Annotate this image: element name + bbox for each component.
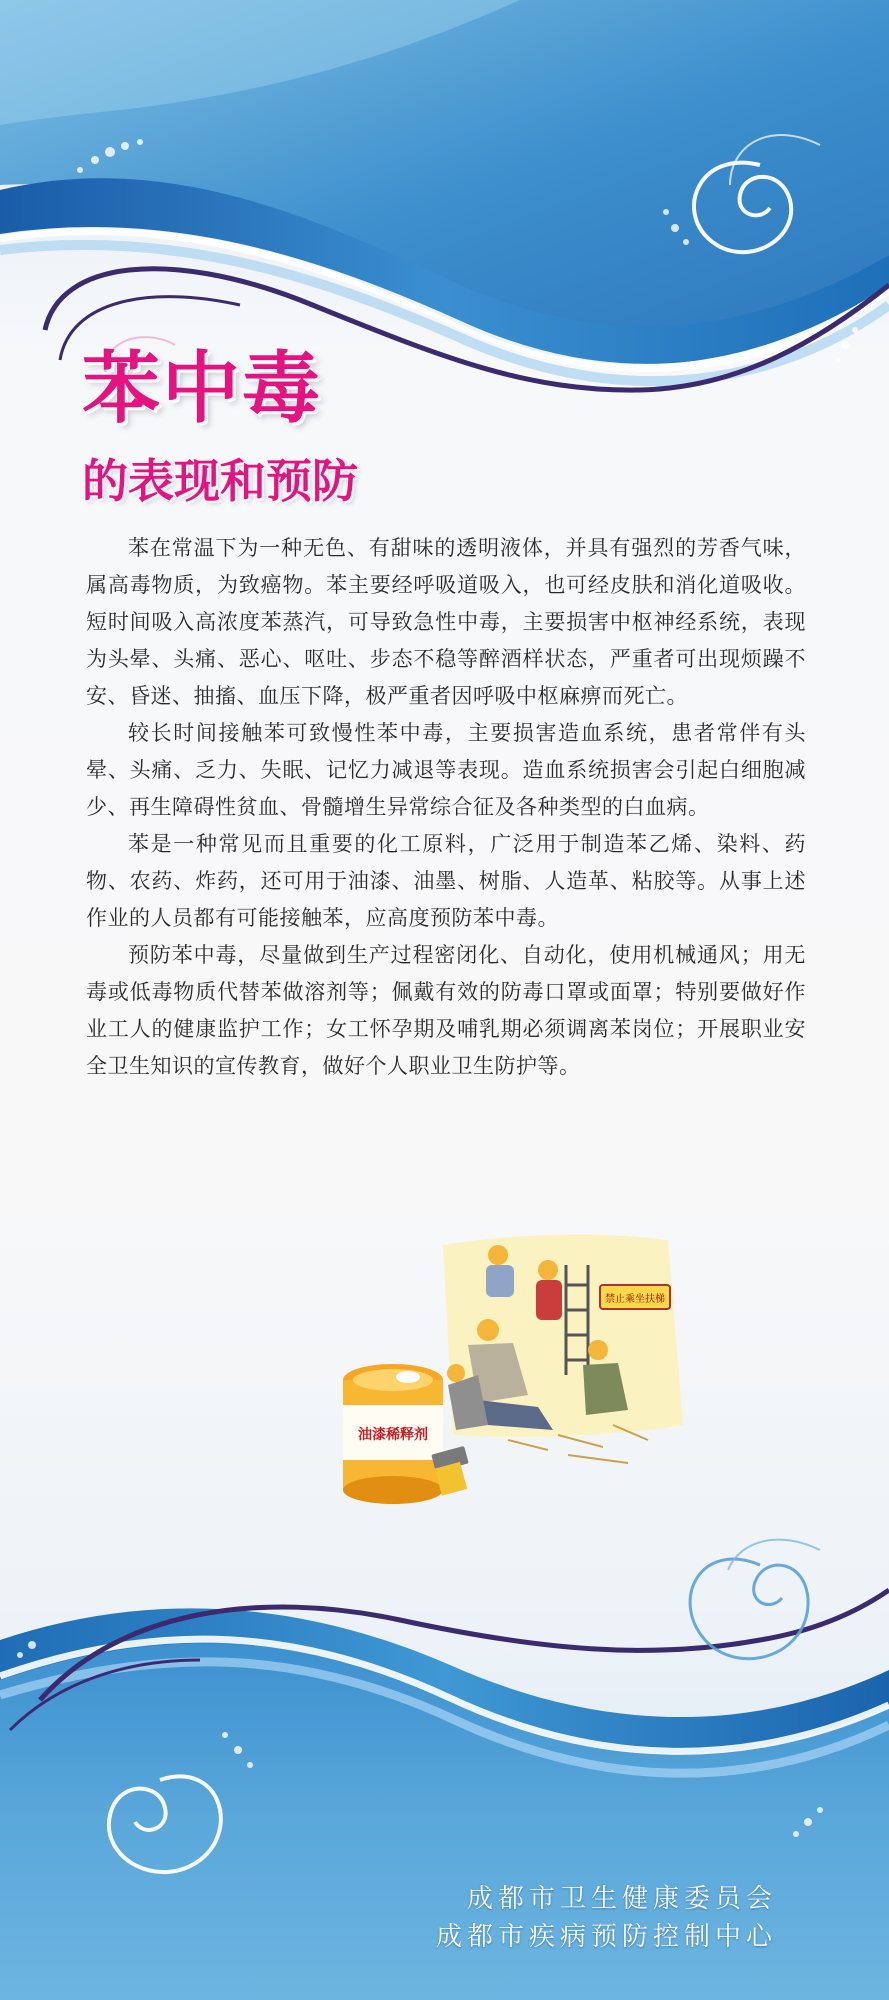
article-body [86, 530, 806, 1085]
org-health-commission: 成都市卫生健康委员会 [466, 1884, 777, 1914]
workplace-illustration [338, 1225, 718, 1525]
paragraph-prevention: 预防苯中毒，尽量做到生产过程密闭化、自动化，使用机械通风；用无毒或低毒物质代替苯做溶剂等；佩戴有效的防毒口罩或面罩；特别要做好作业工人的健康监护工作；女工怀孕期及哺乳期必须调离苯岗位；开展职业安全卫生知识的宣传教育，做好个人职业卫生防护等。 [86, 943, 806, 1078]
paragraph-industrial-use: 苯是一种常见而且重要的化工原料，广泛用于制造苯乙烯、染料、药物、农药、炸药，还可用于油漆、油墨、树脂、人造革、粘胶等。从事上述作业的人员都有可能接触苯，应高度预防苯中毒。 [86, 832, 806, 930]
org-cdc: 成都市疾病预防控制中心 [435, 1922, 777, 1952]
page-subtitle: 的表现和预防 [82, 454, 358, 508]
warning-sign-text: 禁止乘坐扶梯 [605, 1294, 665, 1305]
footer-organizations [436, 1880, 777, 1956]
paint-can-label: 油漆稀释剂 [358, 1427, 428, 1443]
paragraph-chronic-poisoning: 较长时间接触苯可致慢性苯中毒，主要损害造血系统，患者常伴有头晕、头痛、乏力、失眠、记忆力减退等表现。造血系统损害会引起白细胞减少、再生障碍性贫血、骨髓增生异常综合征及各种类型的白血病。 [86, 721, 806, 819]
paragraph-acute-poisoning: 苯在常温下为一种无色、有甜味的透明液体，并具有强烈的芳香气味，属高毒物质，为致癌物。苯主要经呼吸道吸入，也可经皮肤和消化道吸收。短时间吸入高浓度苯蒸汽，可导致急性中毒，主要损害中枢神经系统，表现为头晕、头痛、恶心、呕吐、步态不稳等醉酒样状态，严重者可出现烦躁不安、昏迷、抽搐、血压下降，极严重者因呼吸中枢麻痹而死亡。 [86, 536, 806, 708]
page-title: 苯中毒 [82, 344, 323, 434]
